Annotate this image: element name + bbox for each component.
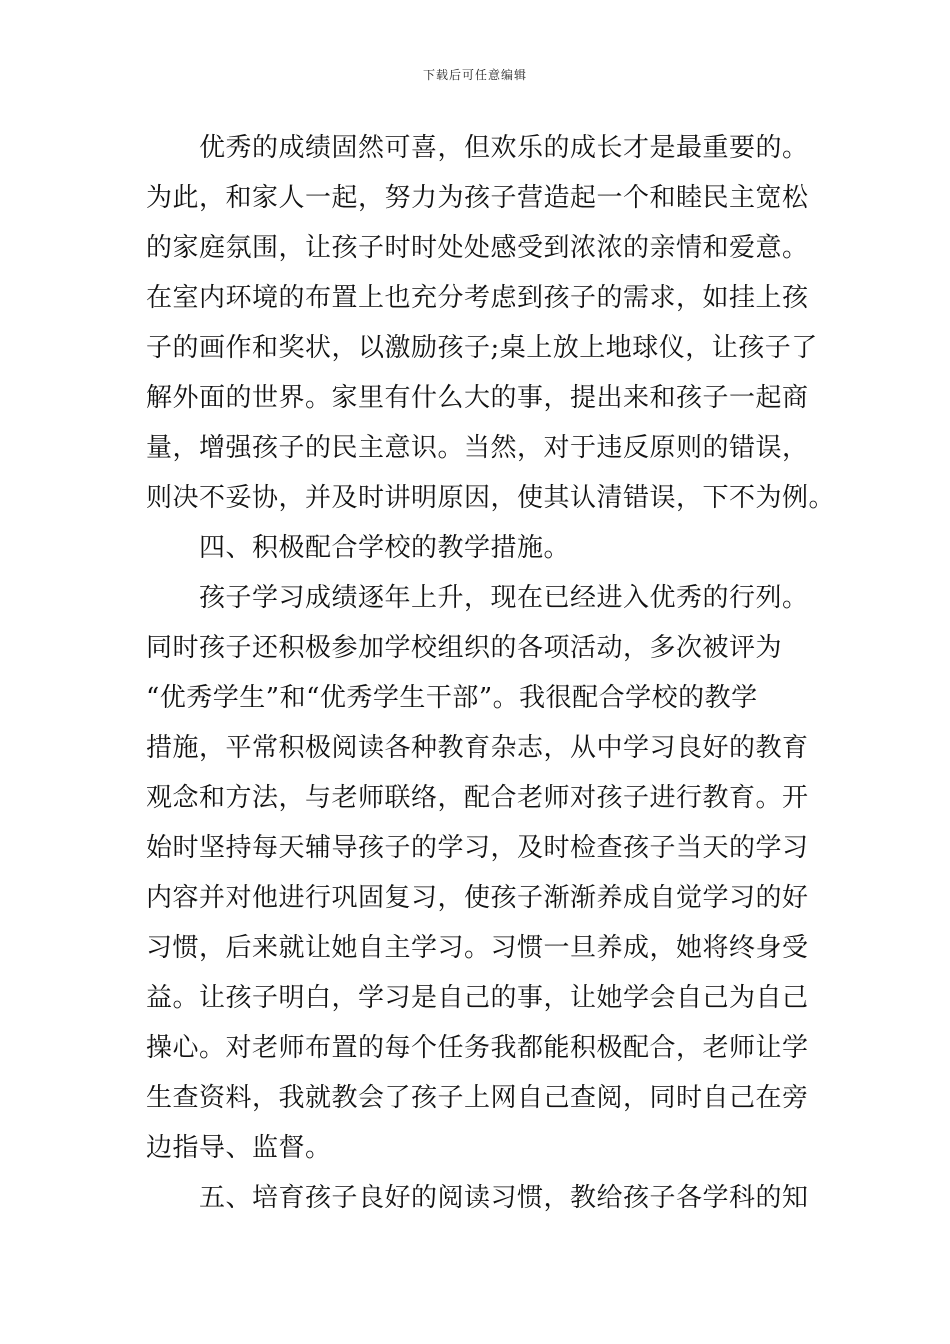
text-line: 孩子学习成绩逐年上升，现在已经进入优秀的行列。 xyxy=(146,583,809,613)
text-line: 量，增强孩子的民主意识。当然，对于违反原则的错误， xyxy=(146,433,809,463)
header-note: 下载后可任意编辑 xyxy=(422,68,527,82)
text-line: 生查资料，我就教会了孩子上网自己查阅，同时自己在旁 xyxy=(146,1083,809,1113)
text-line: 子的画作和奖状，以激励孩子;桌上放上地球仪，让孩子了 xyxy=(146,333,818,363)
section-heading: 五、培育孩子良好的阅读习惯，教给孩子各学科的知 xyxy=(146,1183,809,1213)
text-line: “优秀学生”和“优秀学生干部”。我很配合学校的教学 xyxy=(146,683,758,713)
text-line: 始时坚持每天辅导孩子的学习，及时检查孩子当天的学习 xyxy=(146,833,809,863)
text-line: 习惯，后来就让她自主学习。习惯一旦养成，她将终身受 xyxy=(146,933,809,963)
text-line: 同时孩子还积极参加学校组织的各项活动，多次被评为 xyxy=(146,633,783,663)
text-line: 内容并对他进行巩固复习，使孩子渐渐养成自觉学习的好 xyxy=(146,883,809,913)
text-line: 观念和方法，与老师联络，配合老师对孩子进行教育。开 xyxy=(146,783,809,813)
text-line: 优秀的成绩固然可喜，但欢乐的成长才是最重要的。 xyxy=(146,133,809,163)
text-line: 的家庭氛围，让孩子时时处处感受到浓浓的亲情和爱意。 xyxy=(146,233,809,263)
text-line: 边指导、监督。 xyxy=(146,1133,332,1163)
text-line: 操心。对老师布置的每个任务我都能积极配合，老师让学 xyxy=(146,1033,809,1063)
text-line: 在室内环境的布置上也充分考虑到孩子的需求，如挂上孩 xyxy=(146,283,809,313)
text-line: 措施，平常积极阅读各种教育杂志，从中学习良好的教育 xyxy=(146,733,809,763)
text-line: 解外面的世界。家里有什么大的事，提出来和孩子一起商 xyxy=(146,383,809,413)
document-body xyxy=(146,128,836,1228)
section-heading: 四、积极配合学校的教学措施。 xyxy=(146,533,571,563)
text-line: 为此，和家人一起，努力为孩子营造起一个和睦民主宽松 xyxy=(146,183,809,213)
text-line: 则决不妥协，并及时讲明原因，使其认清错误，下不为例。 xyxy=(146,483,836,513)
text-line: 益。让孩子明白，学习是自己的事，让她学会自己为自己 xyxy=(146,983,809,1013)
